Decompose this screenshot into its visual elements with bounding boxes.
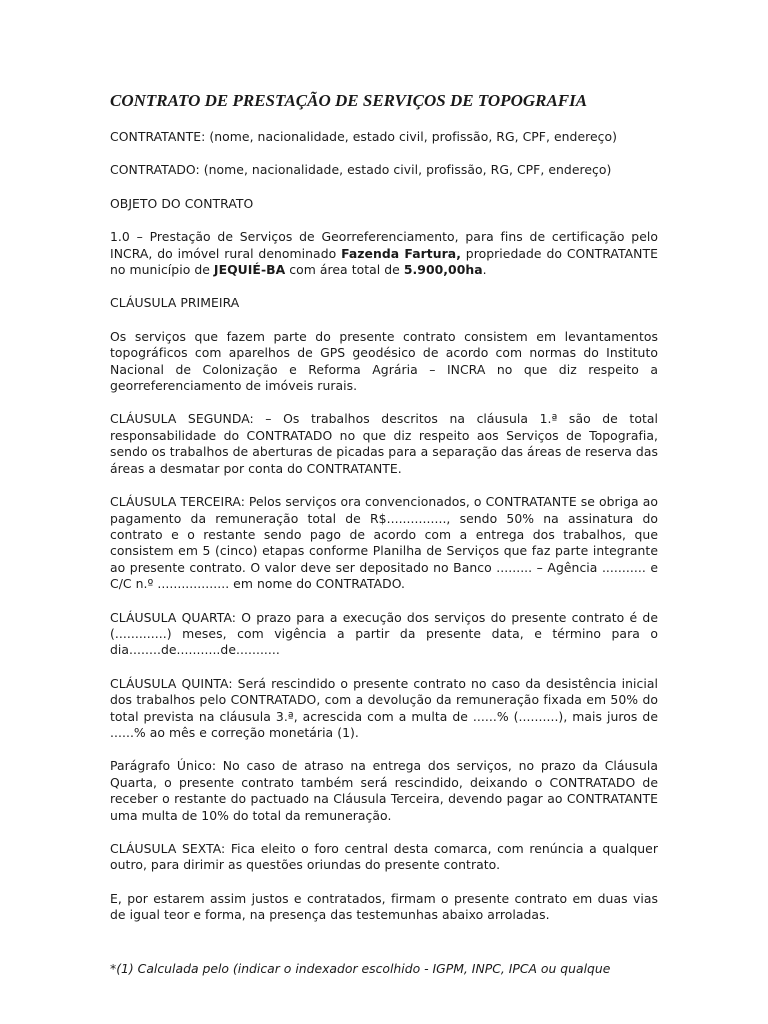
objeto-text-3: com área total de — [285, 262, 404, 278]
clausula-primeira-heading: CLÁUSULA PRIMEIRA — [110, 295, 240, 311]
document-body — [110, 90, 658, 941]
clausula-quinta-paragraph: CLÁUSULA QUINTA: Será rescindido o presente contrato no caso da desistência inicial dos trabalhos pelo CONTRATADO, com a devolução da remuneração fixada em 50% do total prevista na cláusula 3.ª, acrescida com a multa de ......% (..........), mais juros de ......% ao mês e correção monetária (1). — [110, 675, 658, 740]
clausula-segunda-paragraph: CLÁUSULA SEGUNDA: – Os trabalhos descritos na cláusula 1.ª são de total responsabilidade do CONTRATADO no que diz respeito aos Serviços de Topografia, sendo os trabalhos de aberturas de picadas para a separação das áreas de reserva das áreas a desmatar por conta do CONTRATANTE. — [110, 411, 658, 476]
objeto-paragraph — [110, 229, 658, 278]
clausula-sexta-paragraph: CLÁUSULA SEXTA: Fica eleito o foro central desta comarca, com renúncia a qualquer outro, para dirimir as questões oriundas do presente contrato. — [110, 841, 658, 873]
objeto-text-2: propriedade do CONTRATANTE no município de — [110, 245, 658, 278]
objeto-text-1: 1.0 – Prestação de Serviços de Georreferenciamento, para fins de certificação pelo INCRA, do imóvel rural denominado — [110, 229, 658, 261]
objeto-text-4: . — [482, 262, 487, 278]
encerramento-paragraph: E, por estarem assim justos e contratados, firmam o presente contrato em duas vias de igual teor e forma, na presença das testemunhas abaixo arroladas. — [110, 890, 658, 923]
municipio-name: JEQUIÉ-BA — [213, 262, 286, 278]
contract-title: CONTRATO DE PRESTAÇÃO DE SERVIÇOS DE TOPOGRAFIA — [110, 91, 588, 110]
clausula-primeira-paragraph: Os serviços que fazem parte do presente contrato consistem em levantamentos topográficos com aparelhos de GPS geodésico de acordo com normas do Instituto Nacional de Colonização e Reforma Agrária – INCRA no que diz respeito a georreferenciamento de imóveis rurais. — [110, 328, 658, 394]
clausula-terceira-paragraph: CLÁUSULA TERCEIRA: Pelos serviços ora convencionados, o CONTRATANTE se obriga ao pagamento da remuneração total de R$..............., sendo 50% na assinatura do contrato e o restante sendo pago de acordo com a entrega dos trabalhos, que consistem em 5 (cinco) etapas conforme Planilha de Serviços que faz parte integrante ao presente contrato. O valor deve ser depositado no Banco ......... – Agência ........... e C/C n.º .................. em nome do CONTRATADO. — [110, 494, 658, 592]
contratante-line: CONTRATANTE: (nome, nacionalidade, estado civil, profissão, RG, CPF, endereço) — [110, 129, 618, 144]
fazenda-name: Fazenda Fartura, — [341, 245, 461, 261]
objeto-heading: OBJETO DO CONTRATO — [110, 195, 254, 211]
footnote: *(1) Calculada pelo (indicar o indexador escolhido - IGPM, INPC, IPCA ou qualque — [110, 961, 611, 976]
paragrafo-unico-paragraph: Parágrafo Único: No caso de atraso na entrega dos serviços, no prazo da Cláusula Quarta, o presente contrato também será rescindido, deixando o CONTRATADO de receber o restante do pactuado na Cláusula Terceira, devendo pagar ao CONTRATANTE uma multa de 10% do total da remuneração. — [110, 758, 658, 823]
clausula-quarta-paragraph: CLÁUSULA QUARTA: O prazo para a execução dos serviços do presente contrato é de (.............) meses, com vigência a partir da presente data, e término para o dia........de...........de........... — [110, 609, 658, 658]
area-value: 5.900,00ha — [403, 262, 483, 278]
contratado-line: CONTRATADO: (nome, nacionalidade, estado civil, profissão, RG, CPF, endereço) — [110, 162, 612, 178]
